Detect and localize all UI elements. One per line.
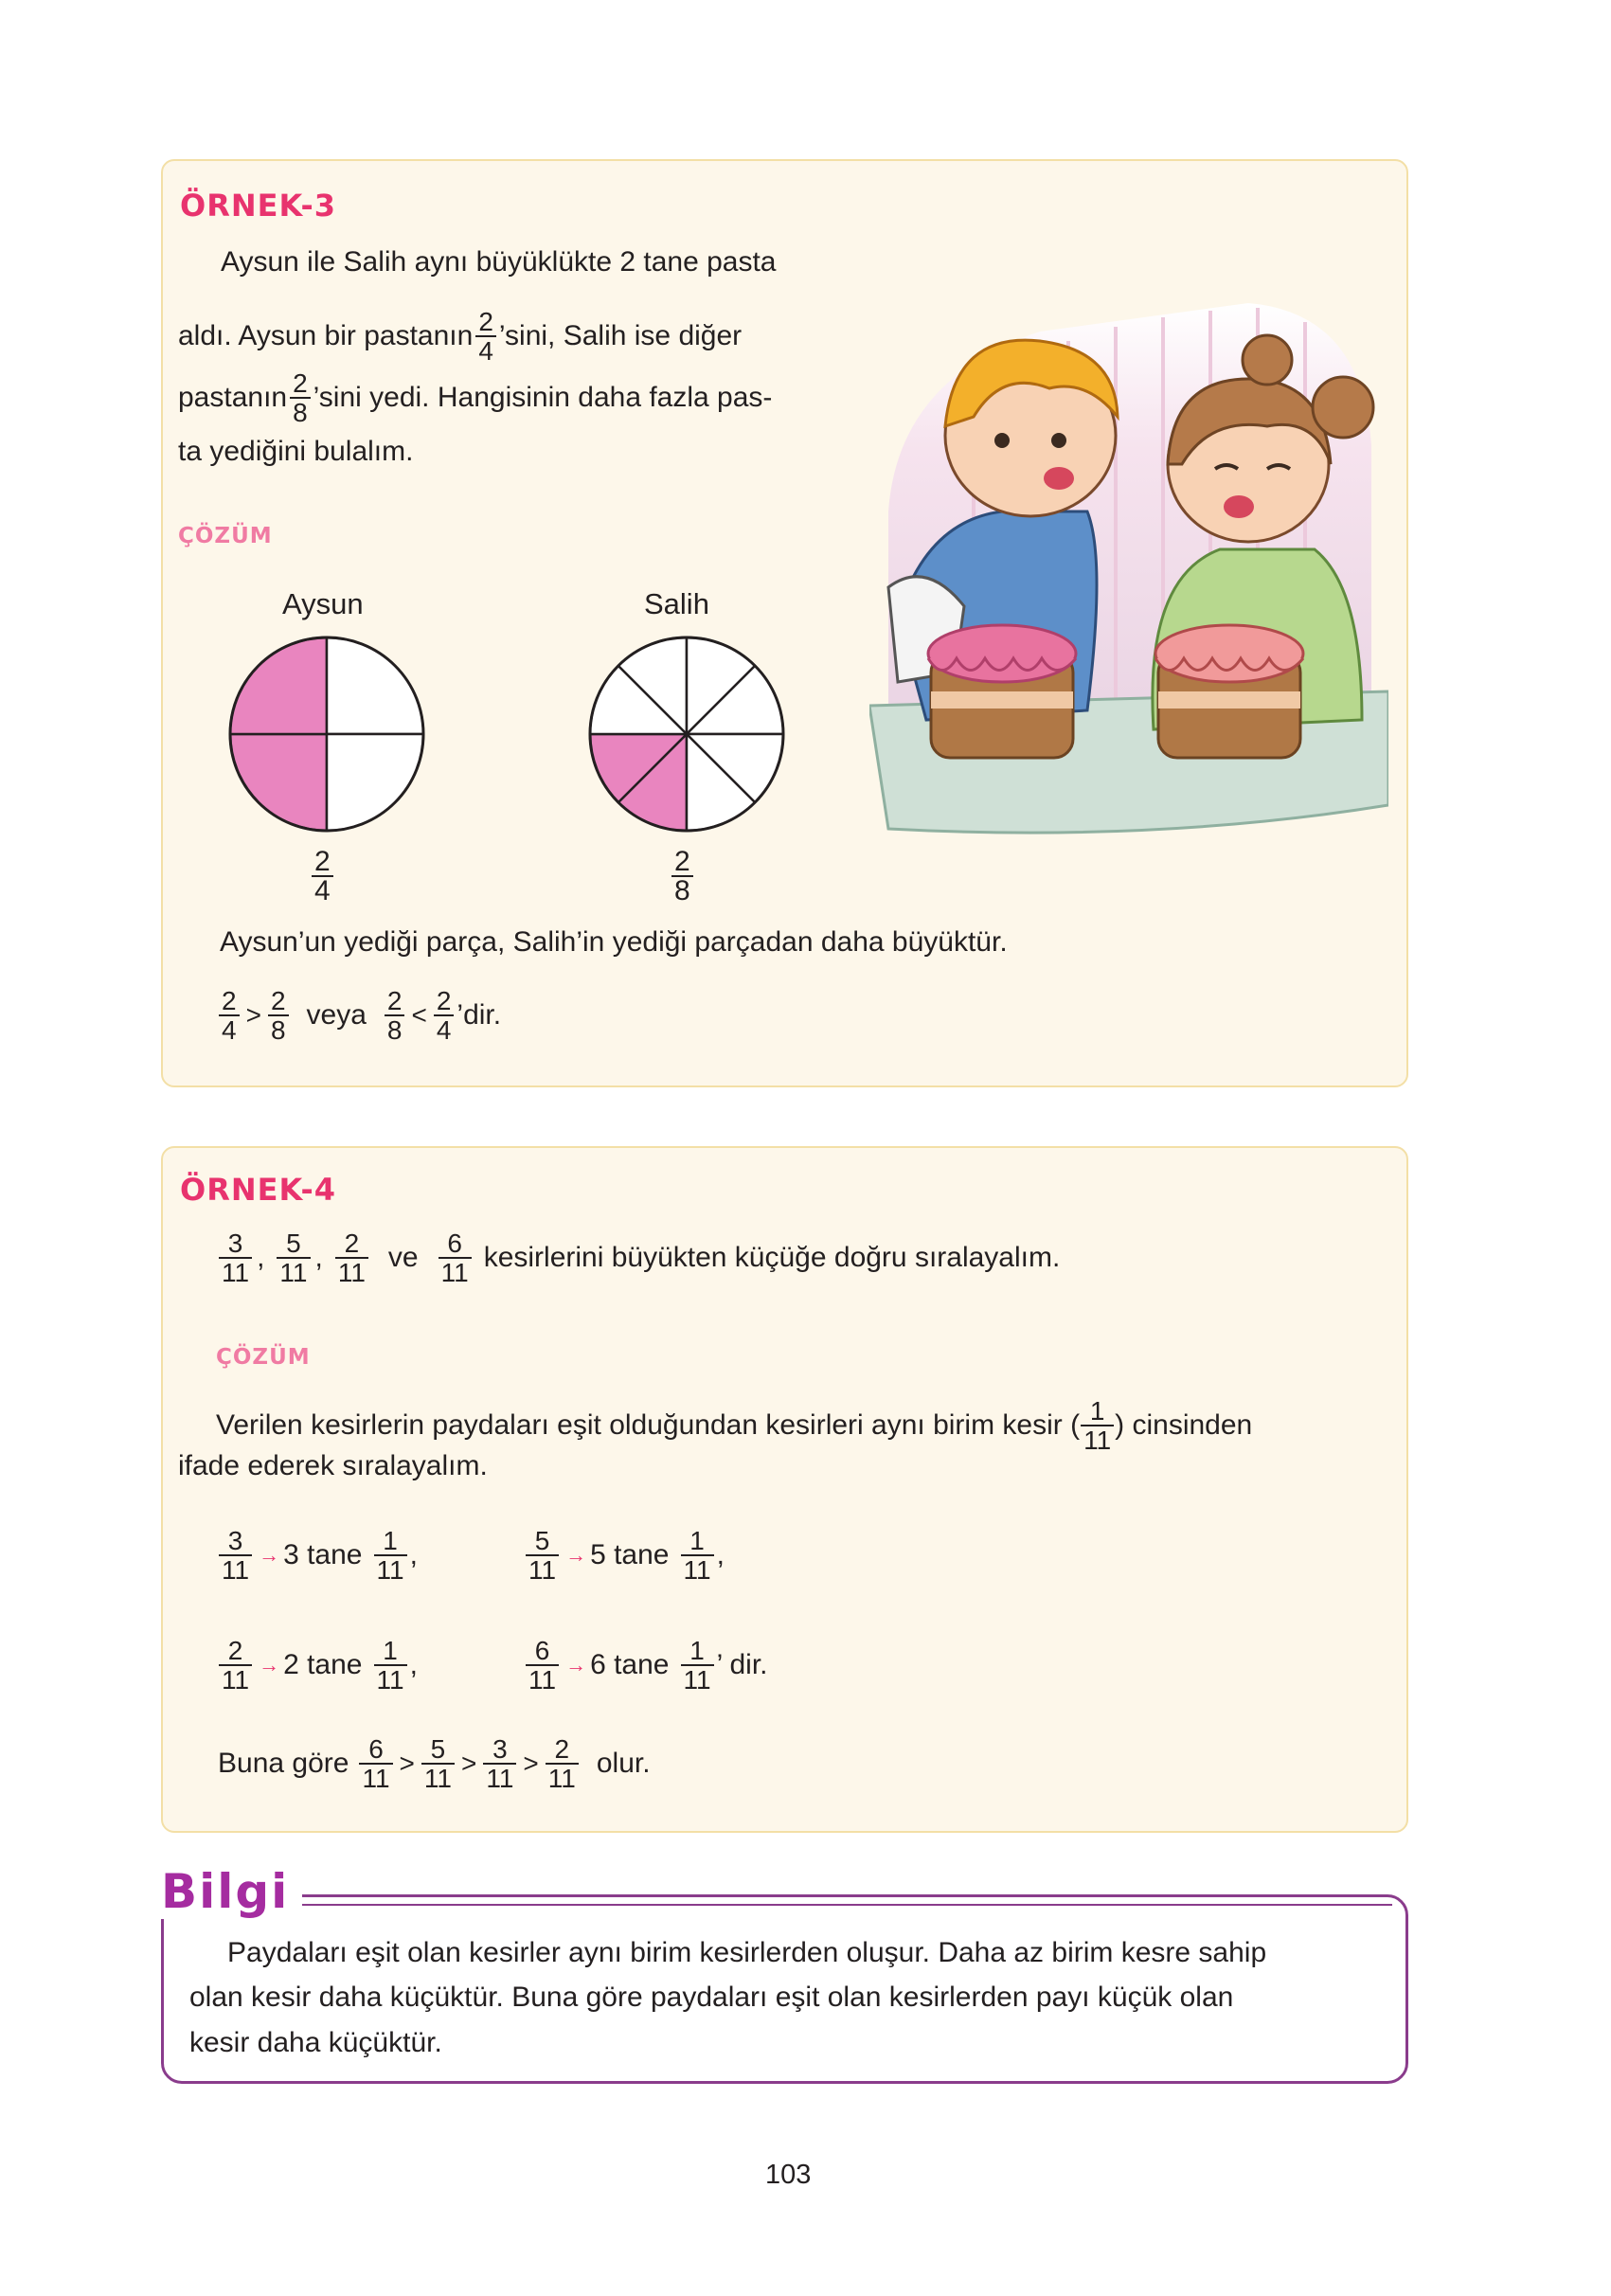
denominator: 11 bbox=[526, 1554, 559, 1584]
less-than-sign: < bbox=[411, 1000, 427, 1030]
girl-mouth bbox=[1224, 495, 1254, 518]
numerator: 2 bbox=[227, 1636, 243, 1665]
numerator: 1 bbox=[689, 1526, 705, 1555]
greater-than-sign: > bbox=[460, 1749, 477, 1778]
row-end: , bbox=[409, 1539, 418, 1570]
example-3-comparison bbox=[216, 987, 501, 1044]
count-text: 2 tane bbox=[283, 1649, 363, 1680]
example-3-conclusion: Aysun’un yediği parça, Salih’in yediği parçadan daha büyüktür. bbox=[220, 926, 1008, 958]
numerator: 2 bbox=[270, 986, 286, 1015]
numerator: 2 bbox=[344, 1229, 360, 1258]
example-3-text-line-4: ta yediğini bulalım. bbox=[178, 436, 414, 467]
unit-fraction-row bbox=[523, 1637, 767, 1694]
suffix: ’dir. bbox=[456, 999, 502, 1031]
denominator: 11 bbox=[335, 1257, 368, 1286]
denominator: 11 bbox=[219, 1664, 252, 1694]
arrow-icon: → bbox=[259, 1653, 280, 1677]
numerator: 5 bbox=[430, 1734, 446, 1764]
numerator: 6 bbox=[447, 1229, 462, 1258]
example-3-heading: ÖRNEK-3 bbox=[180, 188, 337, 224]
text: pastanın bbox=[178, 382, 288, 413]
numerator: 1 bbox=[689, 1636, 705, 1665]
denominator: 11 bbox=[483, 1763, 516, 1792]
denominator: 11 bbox=[219, 1257, 252, 1286]
numerator: 2 bbox=[222, 986, 237, 1015]
fraction-2-4 bbox=[475, 308, 496, 365]
row-end: , bbox=[716, 1539, 725, 1570]
text: olur. bbox=[596, 1748, 651, 1779]
row-end: ’ dir. bbox=[716, 1649, 768, 1680]
circle-left-name: Aysun bbox=[282, 587, 364, 620]
greater-than-sign: > bbox=[523, 1749, 539, 1778]
denominator: 8 bbox=[671, 875, 693, 905]
denominator: 4 bbox=[312, 875, 333, 905]
numerator: 5 bbox=[534, 1526, 550, 1555]
numerator: 2 bbox=[478, 307, 493, 336]
denominator: 11 bbox=[374, 1664, 407, 1694]
arrow-icon: → bbox=[565, 1543, 587, 1567]
denominator: 11 bbox=[1081, 1425, 1114, 1454]
cake-left bbox=[928, 625, 1076, 758]
bilgi-line-3: kesir daha küçüktür. bbox=[189, 2027, 442, 2058]
example-4-heading: ÖRNEK-4 bbox=[180, 1172, 337, 1208]
circle-right-fraction bbox=[669, 848, 696, 905]
denominator: 8 bbox=[290, 397, 311, 426]
greater-than-sign: > bbox=[399, 1749, 415, 1778]
row-end: , bbox=[409, 1649, 418, 1680]
fraction-2-8 bbox=[290, 369, 311, 426]
numerator: 1 bbox=[383, 1526, 398, 1555]
question-text: kesirlerini büyükten küçüğe doğru sıralayalım. bbox=[483, 1242, 1061, 1273]
denominator: 4 bbox=[434, 1014, 455, 1044]
denominator: 11 bbox=[526, 1664, 559, 1694]
unit-fraction-row bbox=[523, 1527, 725, 1584]
bilgi-line-1: Paydaları eşit olan kesirler aynı birim kesirlerden oluşur. Daha az birim kesre sahip bbox=[227, 1937, 1267, 1968]
text: aldı. Aysun bir pastanın bbox=[178, 320, 474, 351]
example-3-solution-label: ÇÖZÜM bbox=[178, 524, 273, 548]
denominator: 11 bbox=[359, 1763, 392, 1792]
circle-right-name: Salih bbox=[644, 587, 709, 620]
numerator: 1 bbox=[383, 1636, 398, 1665]
numerator: 2 bbox=[293, 368, 308, 398]
numerator: 1 bbox=[1089, 1396, 1105, 1426]
numerator: 5 bbox=[286, 1229, 301, 1258]
veya-word: veya bbox=[306, 999, 367, 1031]
arrow-icon: → bbox=[565, 1653, 587, 1677]
example-4-explanation-line-2: ifade ederek sıralayalım. bbox=[178, 1450, 488, 1481]
numerator: 3 bbox=[492, 1734, 508, 1764]
numerator: 2 bbox=[386, 986, 403, 1015]
denominator: 11 bbox=[546, 1763, 579, 1792]
children-eating-cake-illustration bbox=[869, 275, 1388, 843]
bilgi-line-2: olan kesir daha küçüktür. Buna göre paydaları eşit olan kesirlerden payı küçük olan bbox=[189, 1982, 1234, 2013]
example-3-text-line-1: Aysun ile Salih aynı büyüklükte 2 tane pasta bbox=[221, 246, 777, 278]
count-text: 5 tane bbox=[590, 1539, 670, 1570]
denominator: 8 bbox=[385, 1014, 405, 1044]
example-4-question bbox=[216, 1229, 1060, 1286]
comma: , bbox=[314, 1242, 323, 1273]
text: ’sini, Salih ise diğer bbox=[498, 320, 743, 351]
ve-word: ve bbox=[387, 1242, 419, 1273]
circle-left-fraction bbox=[309, 848, 336, 905]
unit-fraction-row bbox=[216, 1637, 418, 1694]
circle-left-pie bbox=[218, 625, 436, 843]
text: Buna göre bbox=[218, 1748, 349, 1779]
text: Verilen kesirlerin paydaları eşit olduğundan kesirleri aynı birim kesir ( bbox=[216, 1409, 1081, 1441]
arrow-icon: → bbox=[259, 1543, 280, 1567]
numerator: 2 bbox=[314, 846, 331, 877]
denominator: 11 bbox=[681, 1554, 714, 1584]
numerator: 6 bbox=[534, 1636, 550, 1665]
example-3-text-line-2 bbox=[178, 308, 742, 365]
denominator: 11 bbox=[219, 1554, 252, 1584]
count-text: 3 tane bbox=[283, 1539, 363, 1570]
page-number: 103 bbox=[765, 2160, 812, 2190]
example-4-ordering bbox=[218, 1735, 651, 1792]
boy-mouth bbox=[1044, 467, 1074, 490]
greater-than-sign: > bbox=[245, 1000, 261, 1030]
denominator: 4 bbox=[475, 335, 496, 365]
cake-right bbox=[1155, 625, 1303, 758]
denominator: 8 bbox=[268, 1014, 289, 1044]
unit-fraction-row bbox=[216, 1527, 418, 1584]
circle-right-pie bbox=[578, 625, 796, 843]
example-4-explanation-line-1 bbox=[216, 1397, 1252, 1454]
denominator: 11 bbox=[277, 1257, 310, 1286]
denominator: 4 bbox=[219, 1014, 240, 1044]
count-text: 6 tane bbox=[590, 1649, 670, 1680]
numerator: 2 bbox=[674, 846, 690, 877]
numerator: 2 bbox=[436, 986, 452, 1015]
example-4-solution-label: ÇÖZÜM bbox=[216, 1345, 311, 1370]
bilgi-divider bbox=[294, 1904, 1392, 1906]
text: ’sini yedi. Hangisinin daha fazla pas- bbox=[313, 382, 773, 413]
example-3-text-line-3 bbox=[178, 369, 772, 426]
bilgi-title: Bilgi bbox=[161, 1864, 302, 1919]
numerator: 2 bbox=[554, 1734, 570, 1764]
denominator: 11 bbox=[421, 1763, 455, 1792]
denominator: 11 bbox=[439, 1257, 472, 1286]
denominator: 11 bbox=[374, 1554, 407, 1584]
comma: , bbox=[257, 1242, 265, 1273]
denominator: 11 bbox=[681, 1664, 714, 1694]
text: ) cinsinden bbox=[1115, 1409, 1253, 1441]
numerator: 3 bbox=[227, 1229, 243, 1258]
numerator: 3 bbox=[227, 1526, 243, 1555]
numerator: 6 bbox=[368, 1734, 384, 1764]
